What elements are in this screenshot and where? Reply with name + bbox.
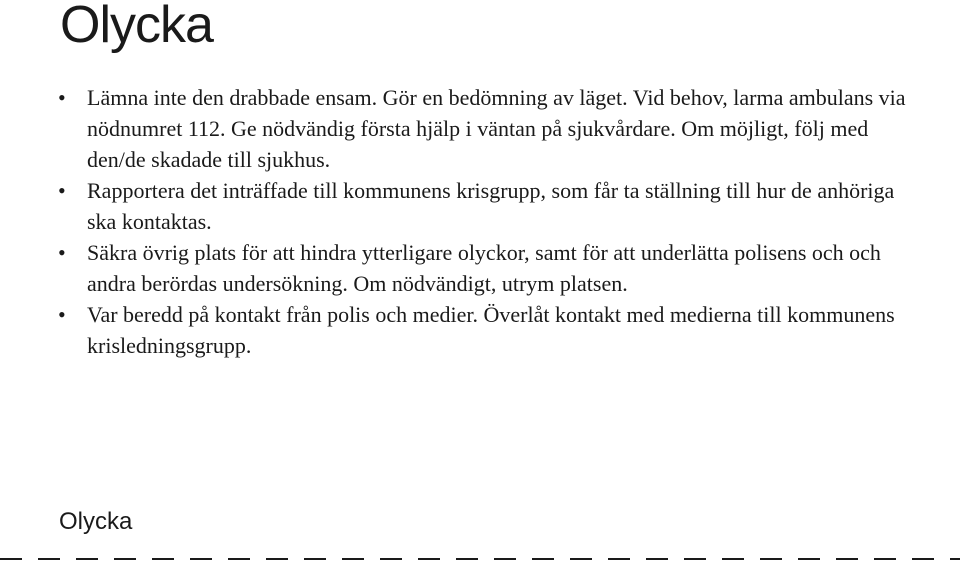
list-item — [0, 299, 960, 361]
list-item — [0, 237, 960, 299]
list-item — [0, 82, 960, 175]
bullet-icon: • — [58, 85, 66, 110]
bullet-icon: • — [58, 240, 66, 265]
bullet-icon: • — [58, 178, 66, 203]
dashed-divider — [0, 558, 960, 560]
bullet-icon: • — [58, 302, 66, 327]
list-item-text: Säkra övrig plats för att hindra ytterligare olyckor, samt för att underlätta polisens och och andra berördas undersökning. Om nödvändigt, utrym platsen. — [87, 240, 881, 296]
list-item — [0, 175, 960, 237]
instruction-list — [0, 82, 960, 361]
page-title: Olycka — [60, 0, 213, 54]
list-item-text: Lämna inte den drabbade ensam. Gör en bedömning av läget. Vid behov, larma ambulans via nödnumret 112. Ge nödvändig första hjälp i väntan på sjukvårdare. Om möjligt, följ med den/de skadade till sjukhus. — [87, 85, 906, 172]
list-item-text: Var beredd på kontakt från polis och medier. Överlåt kontakt med medierna till kommunens krisledningsgrupp. — [87, 302, 895, 358]
list-item-text: Rapportera det inträffade till kommunens krisgrupp, som får ta ställning till hur de anhöriga ska kontaktas. — [87, 178, 895, 234]
footer-label: Olycka — [59, 508, 133, 535]
